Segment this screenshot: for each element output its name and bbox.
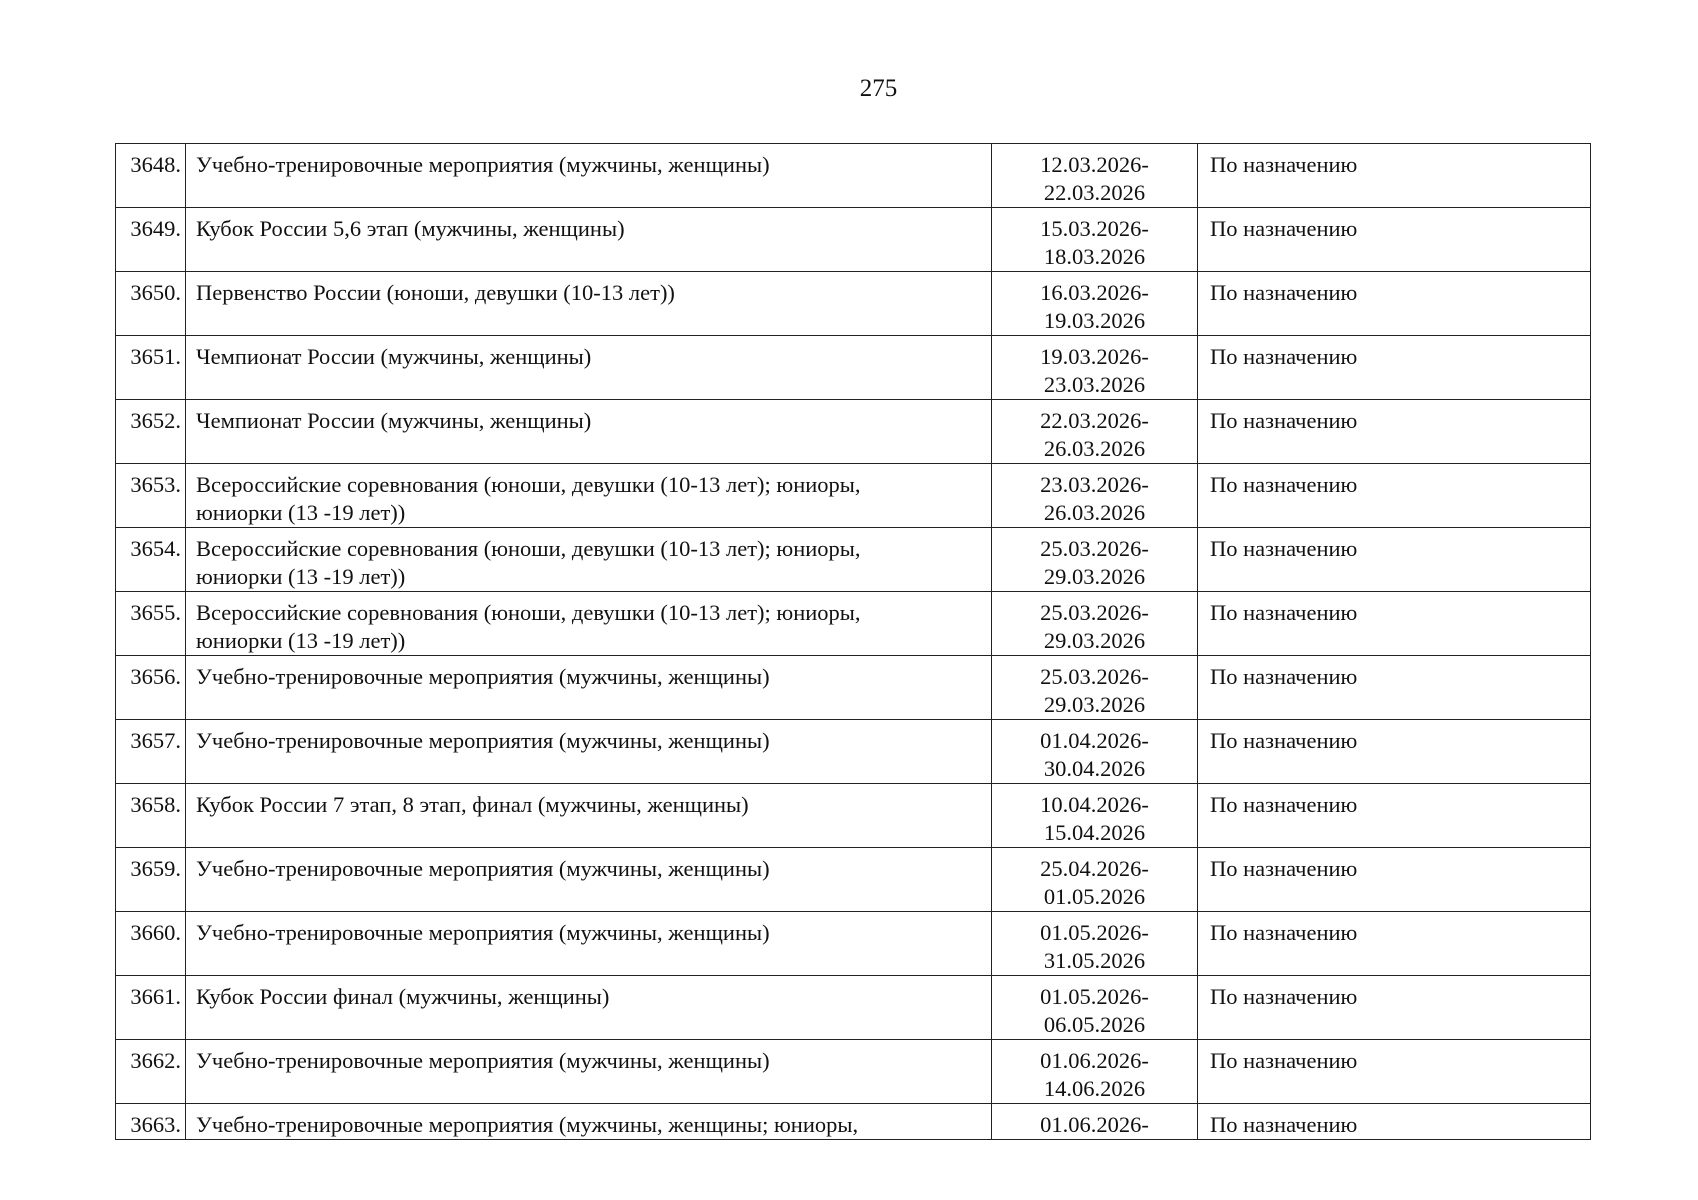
event-name-cell (186, 208, 992, 272)
event-note: По назначению (1198, 1104, 1591, 1140)
event-number: 3656. (116, 656, 186, 720)
table-row (116, 656, 1591, 720)
event-date-end: 18.03.2026 (1043, 244, 1146, 269)
event-date-end: 29.03.2026 (1043, 564, 1146, 589)
event-name-cell (186, 528, 992, 592)
event-number: 3658. (116, 784, 186, 848)
event-date-start: 25.03.2026- (1040, 664, 1149, 689)
event-dates-cell (992, 912, 1198, 976)
event-name: Учебно-тренировочные мероприятия (мужчины, женщины) (196, 1048, 770, 1073)
event-name: Учебно-тренировочные мероприятия (мужчины, женщины; юниоры, (196, 1112, 859, 1137)
event-date-end: 14.06.2026 (1043, 1076, 1146, 1101)
event-note: По назначению (1198, 208, 1591, 272)
event-date-end: 01.05.2026 (1043, 884, 1146, 909)
event-name: Всероссийские соревнования (юноши, девушки (10-13 лет); юниоры, (196, 600, 861, 625)
event-date-start: 01.05.2026- (1040, 984, 1149, 1009)
event-name-cell (186, 336, 992, 400)
event-number: 3655. (116, 592, 186, 656)
page-number: 275 (859, 75, 898, 102)
event-date-end: 31.05.2026 (1043, 948, 1146, 973)
event-name-cell (186, 144, 992, 208)
event-note: По назначению (1198, 656, 1591, 720)
event-date-start: 25.04.2026- (1040, 856, 1149, 881)
table-row (116, 528, 1591, 592)
event-date-end: 26.03.2026 (1043, 500, 1146, 525)
events-table-body (116, 144, 1591, 1140)
event-date-start: 01.06.2026- (1040, 1048, 1149, 1073)
event-number: 3650. (116, 272, 186, 336)
table-row (116, 592, 1591, 656)
event-name: Учебно-тренировочные мероприятия (мужчины, женщины) (196, 856, 770, 881)
event-name-cell (186, 656, 992, 720)
event-name-cell (186, 400, 992, 464)
event-dates-cell (992, 272, 1198, 336)
table-row (116, 1104, 1591, 1140)
table-row (116, 144, 1591, 208)
event-date-start: 12.03.2026- (1040, 152, 1149, 177)
table-row (116, 336, 1591, 400)
event-number: 3653. (116, 464, 186, 528)
event-note: По назначению (1198, 272, 1591, 336)
event-date-start: 01.04.2026- (1040, 728, 1149, 753)
event-date-end: 22.03.2026 (1043, 180, 1146, 205)
event-name-cell (186, 272, 992, 336)
event-number: 3648. (116, 144, 186, 208)
event-note: По назначению (1198, 144, 1591, 208)
event-name-cell (186, 912, 992, 976)
event-dates-cell (992, 784, 1198, 848)
table-row (116, 1040, 1591, 1104)
event-note: По назначению (1198, 592, 1591, 656)
event-dates-cell (992, 464, 1198, 528)
event-date-end: 30.04.2026 (1043, 756, 1146, 781)
event-name-cont: юниорки (13 -19 лет)) (196, 628, 406, 653)
event-name-cell (186, 720, 992, 784)
table-row (116, 464, 1591, 528)
event-name-cell (186, 592, 992, 656)
event-date-end: 06.05.2026 (1043, 1012, 1146, 1037)
event-number: 3651. (116, 336, 186, 400)
event-date-end: 26.03.2026 (1043, 436, 1146, 461)
event-number: 3663. (116, 1104, 186, 1140)
table-row (116, 912, 1591, 976)
event-note: По назначению (1198, 400, 1591, 464)
event-number: 3652. (116, 400, 186, 464)
event-note: По назначению (1198, 336, 1591, 400)
table-row (116, 720, 1591, 784)
event-name-cell (186, 464, 992, 528)
event-name: Всероссийские соревнования (юноши, девушки (10-13 лет); юниоры, (196, 536, 861, 561)
event-dates-cell (992, 656, 1198, 720)
event-dates-cell (992, 848, 1198, 912)
event-name-cell (186, 1104, 992, 1140)
event-name: Учебно-тренировочные мероприятия (мужчины, женщины) (196, 728, 770, 753)
event-name-cont: юниорки (13 -19 лет)) (196, 564, 406, 589)
event-note: По назначению (1198, 528, 1591, 592)
event-name: Кубок России финал (мужчины, женщины) (196, 984, 610, 1009)
event-number: 3661. (116, 976, 186, 1040)
event-date-start: 15.03.2026- (1040, 216, 1149, 241)
table-row (116, 976, 1591, 1040)
event-dates-cell (992, 592, 1198, 656)
event-name-cell (186, 1040, 992, 1104)
event-name: Чемпионат России (мужчины, женщины) (196, 344, 592, 369)
event-date-end: 15.04.2026 (1043, 820, 1146, 845)
event-number: 3662. (116, 1040, 186, 1104)
event-name-cont: юниорки (13 -19 лет)) (196, 500, 406, 525)
event-dates-cell (992, 144, 1198, 208)
event-date-start: 16.03.2026- (1040, 280, 1149, 305)
event-name-cell (186, 784, 992, 848)
event-name: Чемпионат России (мужчины, женщины) (196, 408, 592, 433)
event-number: 3654. (116, 528, 186, 592)
event-dates-cell (992, 1104, 1198, 1140)
event-date-end: 29.03.2026 (1043, 692, 1146, 717)
event-date-start: 22.03.2026- (1040, 408, 1149, 433)
event-number: 3660. (116, 912, 186, 976)
table-row (116, 208, 1591, 272)
table-row (116, 784, 1591, 848)
event-date-start: 23.03.2026- (1040, 472, 1149, 497)
event-name: Учебно-тренировочные мероприятия (мужчины, женщины) (196, 152, 770, 177)
event-note: По назначению (1198, 784, 1591, 848)
event-name: Первенство России (юноши, девушки (10-13 лет)) (196, 280, 675, 305)
event-name-cell (186, 848, 992, 912)
event-note: По назначению (1198, 464, 1591, 528)
event-number: 3659. (116, 848, 186, 912)
event-name: Учебно-тренировочные мероприятия (мужчины, женщины) (196, 664, 770, 689)
event-date-start: 25.03.2026- (1040, 600, 1149, 625)
event-dates-cell (992, 336, 1198, 400)
table-row (116, 848, 1591, 912)
event-date-end: 29.03.2026 (1043, 628, 1146, 653)
event-dates-cell (992, 720, 1198, 784)
table-row (116, 400, 1591, 464)
event-dates-cell (992, 208, 1198, 272)
event-note: По назначению (1198, 848, 1591, 912)
event-number: 3657. (116, 720, 186, 784)
event-date-end: 19.03.2026 (1043, 308, 1146, 333)
event-name: Кубок России 5,6 этап (мужчины, женщины) (196, 216, 625, 241)
event-name: Кубок России 7 этап, 8 этап, финал (мужчины, женщины) (196, 792, 749, 817)
event-dates-cell (992, 976, 1198, 1040)
event-date-start: 10.04.2026- (1040, 792, 1149, 817)
event-name: Учебно-тренировочные мероприятия (мужчины, женщины) (196, 920, 770, 945)
events-table (115, 143, 1591, 1140)
event-dates-cell (992, 400, 1198, 464)
event-date-end: 23.03.2026 (1043, 372, 1146, 397)
event-number: 3649. (116, 208, 186, 272)
event-note: По назначению (1198, 1040, 1591, 1104)
event-name: Всероссийские соревнования (юноши, девушки (10-13 лет); юниоры, (196, 472, 861, 497)
event-name-cell (186, 976, 992, 1040)
table-row (116, 272, 1591, 336)
event-note: По назначению (1198, 976, 1591, 1040)
event-date-start: 25.03.2026- (1040, 536, 1149, 561)
event-date-start: 01.05.2026- (1040, 920, 1149, 945)
event-dates-cell (992, 528, 1198, 592)
event-date-start: 19.03.2026- (1040, 344, 1149, 369)
event-dates-cell (992, 1040, 1198, 1104)
event-note: По назначению (1198, 720, 1591, 784)
event-date-start: 01.06.2026- (1040, 1112, 1149, 1137)
event-note: По назначению (1198, 912, 1591, 976)
